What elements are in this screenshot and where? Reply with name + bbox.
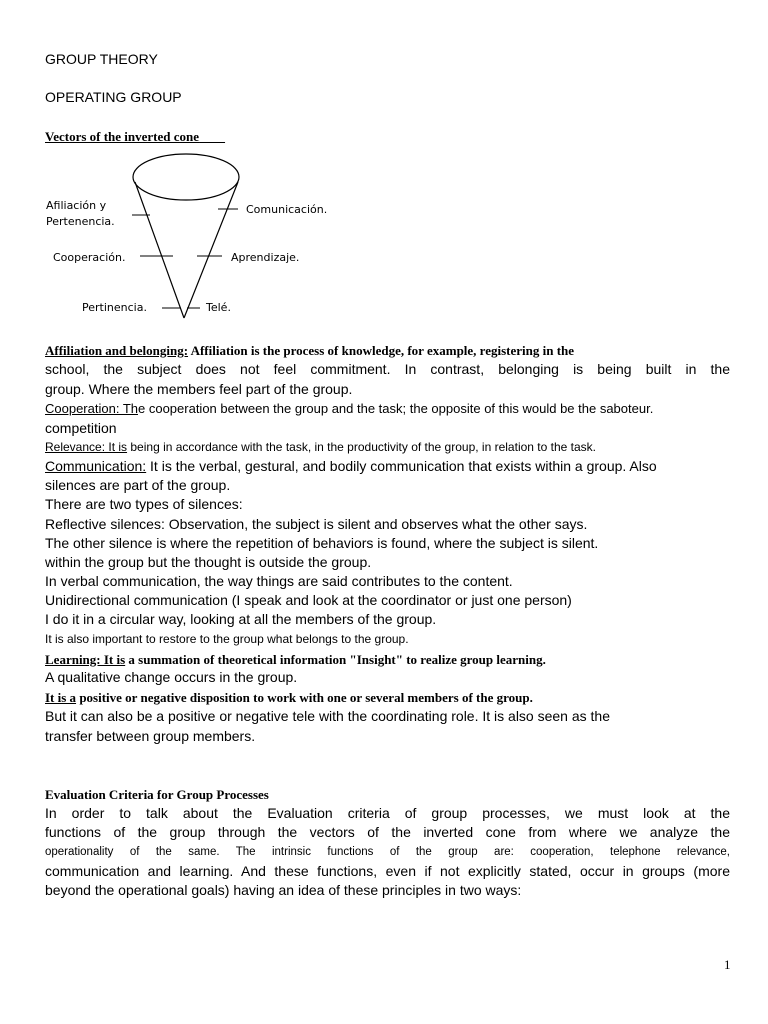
- text-line: But it can also be a positive or negative tele with the coordinating role. It is also seen as the: [45, 708, 610, 724]
- label-learning: Aprendizaje.: [231, 251, 300, 264]
- text-line: In order to talk about the Evaluation criteria of group processes, we must look at the: [45, 805, 730, 821]
- term-relevance: Relevance: It is: [45, 440, 128, 454]
- term-communication: Communication:: [45, 458, 147, 474]
- figure-heading: [45, 128, 225, 145]
- text-line: school, the subject does not feel commitment. In contrast, belonging is being built in the: [45, 361, 730, 377]
- section-heading-evaluation: Evaluation Criteria for Group Processes: [45, 787, 269, 802]
- cone-left-side: [135, 182, 184, 318]
- paragraph-communication: Communication: It is the verbal, gestural, and bodily communication that exists within a group. Also: [45, 458, 657, 474]
- paragraph-learning: Learning: It is a summation of theoretical information "Insight" to realize group learning.: [45, 652, 546, 667]
- text-line: competition: [45, 420, 117, 436]
- paragraph-cooperation: Cooperation: The cooperation between the group and the task; the opposite of this would be the saboteur.: [45, 401, 654, 416]
- text-line: A qualitative change occurs in the group.: [45, 669, 298, 685]
- text-line: The other silence is where the repetition of behaviors is found, where the subject is silent.: [45, 535, 599, 551]
- label-relevance: Pertinencia.: [82, 301, 147, 314]
- figure-heading-text: Vectors of the inverted cone: [45, 129, 200, 144]
- paragraph-tele: It is a positive or negative disposition to work with one or several members of the group.: [45, 690, 533, 705]
- document-title: GROUP THEORY: [45, 51, 158, 67]
- text-line: operationality of the same. The intrinsic functions of the group are: cooperation, telephone relevance,: [45, 846, 730, 858]
- text-line: Unidirectional communication (I speak and look at the coordinator or just one person): [45, 592, 572, 608]
- label-belonging: Pertenencia.: [46, 215, 115, 228]
- term-cooperation: Cooperation: Th: [45, 401, 138, 416]
- text-line: There are two types of silences:: [45, 496, 243, 512]
- document-subtitle: OPERATING GROUP: [45, 89, 182, 105]
- term-tele: It is a: [45, 690, 77, 705]
- term-affiliation: Affiliation and belonging:: [45, 343, 189, 358]
- cone-right-side: [184, 182, 238, 318]
- text-line: beyond the operational goals) having an idea of these principles in two ways:: [45, 882, 522, 898]
- paragraph-relevance: Relevance: It is being in accordance with the task, in the productivity of the group, in relation to the task.: [45, 440, 596, 454]
- page-number: 1: [724, 957, 731, 972]
- text-line: Reflective silences: Observation, the subject is silent and observes what the other says.: [45, 516, 588, 532]
- text-line: silences are part of the group.: [45, 477, 231, 493]
- text-line: I do it in a circular way, looking at all the members of the group.: [45, 611, 437, 627]
- text-line: group. Where the members feel part of the group.: [45, 381, 353, 397]
- label-tele: Telé.: [206, 301, 231, 314]
- label-communication: Comunicación.: [246, 203, 328, 216]
- text-line: It is also important to restore to the group what belongs to the group.: [45, 632, 409, 646]
- label-affiliation: Afiliación y: [46, 199, 107, 212]
- text-line: communication and learning. And these functions, even if not explicitly stated, occur in groups (more: [45, 863, 730, 879]
- term-learning: Learning: It is: [45, 652, 126, 667]
- paragraph-affiliation: Affiliation and belonging: Affiliation is the process of knowledge, for example, registering in the: [45, 343, 575, 358]
- text-line: transfer between group members.: [45, 728, 256, 744]
- cone-top-ellipse: [133, 154, 239, 200]
- text-line: within the group but the thought is outside the group.: [45, 554, 372, 570]
- text-line: functions of the group through the vectors of the inverted cone from where we analyze the: [45, 824, 730, 840]
- label-cooperation: Cooperación.: [53, 251, 126, 264]
- inverted-cone-diagram: [40, 150, 360, 325]
- text-line: In verbal communication, the way things are said contributes to the content.: [45, 573, 513, 589]
